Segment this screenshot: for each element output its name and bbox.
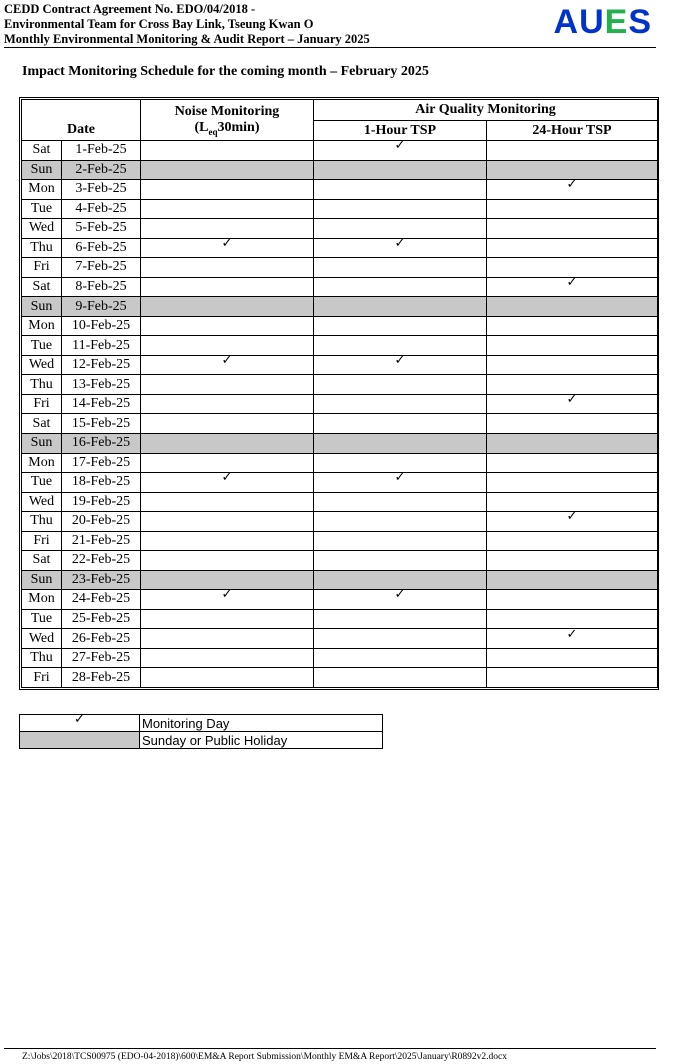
schedule-row <box>22 414 658 434</box>
row-day: Fri <box>22 394 62 414</box>
row-date: 17-Feb-25 <box>62 453 141 473</box>
row-date: 23-Feb-25 <box>62 570 141 590</box>
row-tsp24-cell <box>487 394 658 414</box>
row-date: 22-Feb-25 <box>62 551 141 571</box>
row-tsp1-cell <box>314 375 487 395</box>
legend-row-monitoring <box>20 715 383 732</box>
schedule-table <box>21 99 658 688</box>
row-day: Sun <box>22 160 62 180</box>
date-header: Date <box>22 100 141 141</box>
schedule-row <box>22 180 658 200</box>
check-icon: ✓ <box>394 353 406 369</box>
row-tsp24-cell <box>487 238 658 258</box>
row-tsp1-cell <box>314 492 487 512</box>
team-line: Environmental Team for Cross Bay Link, Tseung Kwan O <box>4 17 314 31</box>
row-tsp1-cell <box>314 235 487 258</box>
row-date: 12-Feb-25 <box>62 355 141 375</box>
row-noise-cell <box>141 587 314 610</box>
row-tsp24-cell <box>487 433 658 453</box>
schedule-row <box>22 453 658 473</box>
noise-sub-suffix: 30min) <box>217 119 260 135</box>
check-icon: ✓ <box>221 470 233 486</box>
schedule-row <box>22 316 658 336</box>
row-date: 19-Feb-25 <box>62 492 141 512</box>
check-icon: ✓ <box>394 470 406 486</box>
row-day: Tue <box>22 336 62 356</box>
legend-monitoring-label: Monitoring Day <box>140 715 383 732</box>
row-day: Sat <box>22 414 62 434</box>
schedule-table-frame <box>19 97 659 690</box>
row-tsp1-cell <box>314 470 487 493</box>
footer-divider <box>4 1048 656 1049</box>
schedule-row <box>22 238 658 258</box>
row-tsp24-cell <box>487 626 658 649</box>
row-tsp24-cell <box>487 570 658 590</box>
check-icon: ✓ <box>566 177 578 193</box>
row-day: Tue <box>22 609 62 629</box>
header-divider <box>4 47 656 48</box>
row-tsp1-cell <box>314 587 487 610</box>
row-day: Wed <box>22 219 62 239</box>
schedule-row <box>22 277 658 297</box>
aues-logo <box>554 4 653 40</box>
row-tsp24-cell <box>487 274 658 297</box>
row-date: 25-Feb-25 <box>62 609 141 629</box>
schedule-row <box>22 375 658 395</box>
row-tsp1-cell <box>314 199 487 219</box>
row-noise-cell <box>141 531 314 551</box>
row-date: 4-Feb-25 <box>62 199 141 219</box>
row-day: Tue <box>22 199 62 219</box>
check-icon: ✓ <box>394 587 406 603</box>
schedule-row <box>22 219 658 239</box>
row-noise-cell <box>141 316 314 336</box>
row-noise-cell <box>141 141 314 161</box>
schedule-row <box>22 512 658 532</box>
row-day: Fri <box>22 668 62 688</box>
row-noise-cell <box>141 235 314 258</box>
legend-table <box>19 711 383 749</box>
row-tsp24-cell <box>487 141 658 161</box>
schedule-row <box>22 433 658 453</box>
legend-check-icon: ✓ <box>20 715 140 732</box>
row-day: Wed <box>22 492 62 512</box>
footer-file-path: Z:\Jobs\2018\TCS00975 (EDO-04-2018)\600\EM&A Report Submission\Monthly EM&A Report\2025\January\R0892v2.docx <box>22 1052 508 1062</box>
air-quality-header: Air Quality Monitoring <box>314 100 658 121</box>
row-tsp24-cell <box>487 199 658 219</box>
check-icon: ✓ <box>221 587 233 603</box>
row-date: 11-Feb-25 <box>62 336 141 356</box>
row-day: Sat <box>22 277 62 297</box>
row-date: 2-Feb-25 <box>62 160 141 180</box>
row-tsp24-cell <box>487 177 658 200</box>
schedule-row <box>22 551 658 571</box>
row-noise-cell <box>141 648 314 668</box>
row-day: Wed <box>22 629 62 649</box>
row-noise-cell <box>141 375 314 395</box>
row-tsp24-cell <box>487 551 658 571</box>
row-tsp24-cell <box>487 414 658 434</box>
report-line: Monthly Environmental Monitoring & Audit Report – January 2025 <box>4 32 370 46</box>
row-noise-cell <box>141 414 314 434</box>
row-tsp1-cell <box>314 180 487 200</box>
row-date: 14-Feb-25 <box>62 394 141 414</box>
row-tsp1-cell <box>314 551 487 571</box>
schedule-row <box>22 629 658 649</box>
row-date: 8-Feb-25 <box>62 277 141 297</box>
legend-holiday-swatch <box>20 732 140 749</box>
row-day: Tue <box>22 473 62 493</box>
legend-holiday-label: Sunday or Public Holiday <box>140 732 383 749</box>
row-date: 9-Feb-25 <box>62 297 141 317</box>
check-icon: ✓ <box>566 274 578 290</box>
schedule-row <box>22 531 658 551</box>
schedule-row <box>22 394 658 414</box>
row-noise-cell <box>141 668 314 688</box>
row-noise-cell <box>141 470 314 493</box>
row-tsp24-cell <box>487 668 658 688</box>
schedule-row <box>22 355 658 375</box>
row-day: Sat <box>22 551 62 571</box>
row-day: Sun <box>22 297 62 317</box>
row-date: 20-Feb-25 <box>62 512 141 532</box>
noise-sub-subscript: eq <box>208 126 218 137</box>
tsp-1hour-header: 1-Hour TSP <box>314 121 487 141</box>
check-icon: ✓ <box>566 392 578 408</box>
row-tsp24-cell <box>487 648 658 668</box>
row-tsp1-cell <box>314 531 487 551</box>
logo-letter-s: S <box>628 3 652 41</box>
row-noise-cell <box>141 277 314 297</box>
row-tsp24-cell <box>487 473 658 493</box>
schedule-row <box>22 590 658 610</box>
row-tsp1-cell <box>314 629 487 649</box>
row-date: 1-Feb-25 <box>62 141 141 161</box>
row-noise-cell <box>141 258 314 278</box>
row-noise-cell <box>141 492 314 512</box>
row-day: Mon <box>22 590 62 610</box>
row-date: 7-Feb-25 <box>62 258 141 278</box>
row-tsp1-cell <box>314 609 487 629</box>
row-date: 16-Feb-25 <box>62 433 141 453</box>
noise-header-subtitle <box>141 120 313 137</box>
row-tsp24-cell <box>487 609 658 629</box>
row-day: Fri <box>22 258 62 278</box>
schedule-row <box>22 160 658 180</box>
row-noise-cell <box>141 297 314 317</box>
row-day: Mon <box>22 453 62 473</box>
schedule-body <box>22 138 658 688</box>
row-tsp24-cell <box>487 509 658 532</box>
schedule-row <box>22 199 658 219</box>
check-icon: ✓ <box>221 235 233 251</box>
row-noise-cell <box>141 512 314 532</box>
row-tsp1-cell <box>314 138 487 161</box>
row-date: 5-Feb-25 <box>62 219 141 239</box>
row-date: 15-Feb-25 <box>62 414 141 434</box>
row-day: Mon <box>22 316 62 336</box>
logo-letter-u: U <box>579 3 605 41</box>
row-noise-cell <box>141 160 314 180</box>
logo-letter-a: A <box>553 3 580 41</box>
schedule-row <box>22 668 658 688</box>
check-icon: ✓ <box>394 235 406 251</box>
row-date: 6-Feb-25 <box>62 238 141 258</box>
row-noise-cell <box>141 551 314 571</box>
row-date: 27-Feb-25 <box>62 648 141 668</box>
row-tsp24-cell <box>487 453 658 473</box>
row-tsp1-cell <box>314 258 487 278</box>
row-noise-cell <box>141 609 314 629</box>
row-day: Wed <box>22 355 62 375</box>
noise-sub-prefix: (L <box>194 119 209 135</box>
row-day: Mon <box>22 180 62 200</box>
check-icon: ✓ <box>566 509 578 525</box>
row-tsp1-cell <box>314 668 487 688</box>
row-noise-cell <box>141 199 314 219</box>
noise-header <box>141 100 314 141</box>
row-tsp1-cell <box>314 433 487 453</box>
row-tsp1-cell <box>314 355 487 375</box>
schedule-row <box>22 297 658 317</box>
row-date: 21-Feb-25 <box>62 531 141 551</box>
row-day: Sat <box>22 141 62 161</box>
row-tsp1-cell <box>314 316 487 336</box>
row-noise-cell <box>141 394 314 414</box>
schedule-row <box>22 492 658 512</box>
contract-line: CEDD Contract Agreement No. EDO/04/2018 - <box>4 2 256 16</box>
schedule-row <box>22 141 658 161</box>
row-day: Thu <box>22 238 62 258</box>
row-date: 28-Feb-25 <box>62 668 141 688</box>
noise-header-title: Noise Monitoring <box>174 103 280 119</box>
row-day: Sun <box>22 433 62 453</box>
tsp-24hour-header: 24-Hour TSP <box>487 121 658 141</box>
schedule-row <box>22 648 658 668</box>
schedule-row <box>22 570 658 590</box>
row-noise-cell <box>141 180 314 200</box>
row-date: 26-Feb-25 <box>62 629 141 649</box>
row-tsp24-cell <box>487 219 658 239</box>
check-icon: ✓ <box>394 138 406 154</box>
row-day: Fri <box>22 531 62 551</box>
schedule-title: Impact Monitoring Schedule for the coming month – February 2025 <box>22 64 429 79</box>
row-tsp1-cell <box>314 160 487 180</box>
row-date: 24-Feb-25 <box>62 590 141 610</box>
row-noise-cell <box>141 629 314 649</box>
row-tsp24-cell <box>487 531 658 551</box>
row-tsp24-cell <box>487 316 658 336</box>
page-header <box>4 2 656 48</box>
schedule-row <box>22 473 658 493</box>
row-day: Sun <box>22 570 62 590</box>
row-tsp1-cell <box>314 648 487 668</box>
row-date: 3-Feb-25 <box>62 180 141 200</box>
row-tsp24-cell <box>487 355 658 375</box>
row-day: Thu <box>22 375 62 395</box>
row-tsp1-cell <box>314 297 487 317</box>
row-tsp1-cell <box>314 277 487 297</box>
row-tsp24-cell <box>487 297 658 317</box>
row-tsp1-cell <box>314 394 487 414</box>
check-icon: ✓ <box>566 626 578 642</box>
row-date: 13-Feb-25 <box>62 375 141 395</box>
row-date: 10-Feb-25 <box>62 316 141 336</box>
schedule-row <box>22 609 658 629</box>
legend-row-holiday <box>20 732 383 749</box>
row-noise-cell <box>141 355 314 375</box>
row-noise-cell <box>141 433 314 453</box>
row-tsp24-cell <box>487 590 658 610</box>
row-day: Thu <box>22 648 62 668</box>
check-icon: ✓ <box>221 353 233 369</box>
row-tsp1-cell <box>314 512 487 532</box>
row-day: Thu <box>22 512 62 532</box>
row-date: 18-Feb-25 <box>62 473 141 493</box>
schedule-row <box>22 336 658 356</box>
row-tsp1-cell <box>314 414 487 434</box>
logo-letter-e: E <box>604 3 629 41</box>
row-tsp24-cell <box>487 336 658 356</box>
schedule-row <box>22 258 658 278</box>
